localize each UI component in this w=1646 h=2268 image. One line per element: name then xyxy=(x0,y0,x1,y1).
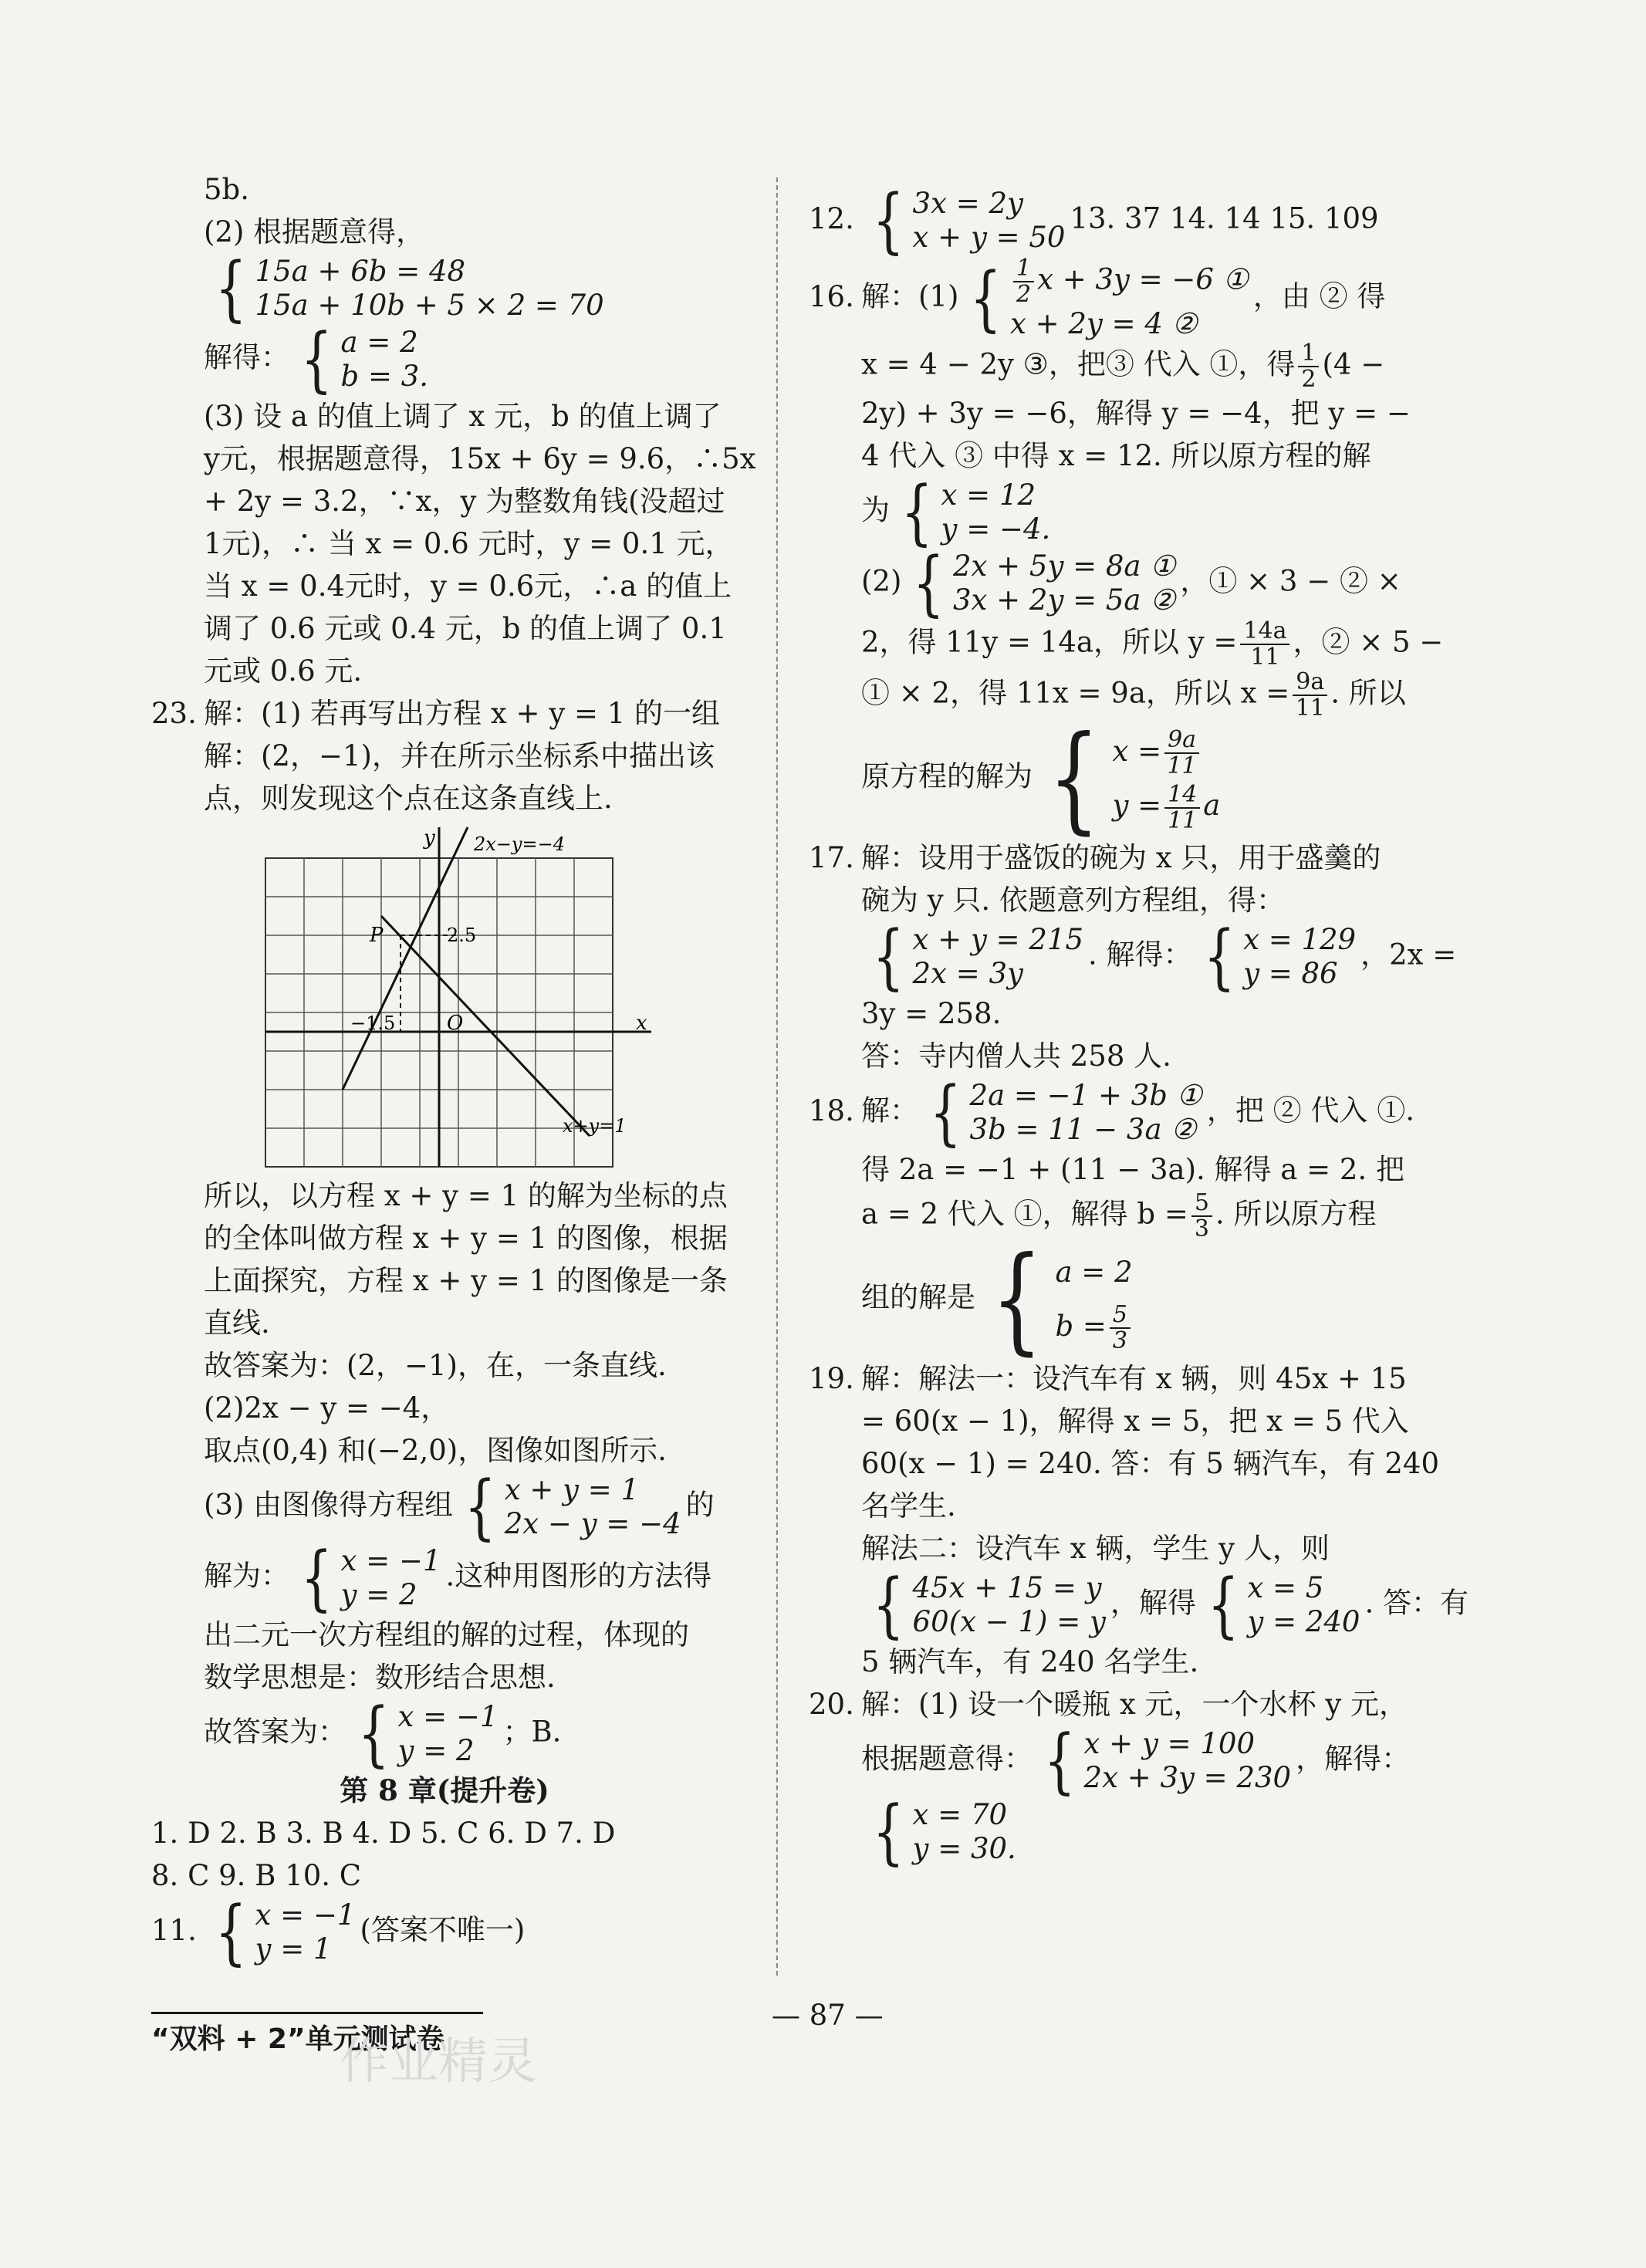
text-line: 名学生. xyxy=(861,1489,956,1523)
text: 解：(1) xyxy=(861,279,959,313)
fraction: $\frac{14}{11}$ xyxy=(1164,782,1200,833)
text-line xyxy=(809,837,1449,879)
equation-system: { 15a + 6b = 48 15a + 10b + 5 × 2 = 70 xyxy=(215,247,604,330)
text-line: 解为： { x = −1 y = 2 .这种用图形的方法得 xyxy=(204,1536,712,1619)
text-line: 故答案为：(2，−1)，在，一条直线. xyxy=(204,1349,667,1382)
text-line: 上面探究，方程 x + y = 1 的图像是一条 xyxy=(204,1264,728,1297)
fraction: $\frac{1}{2}$ xyxy=(1298,341,1319,392)
fraction: $\frac{5}{3}$ xyxy=(1110,1303,1131,1354)
text-line: 数学思想是：数形结合思想. xyxy=(204,1661,556,1694)
question-number: 19. xyxy=(809,1362,854,1395)
text-line: 直线. xyxy=(204,1306,270,1340)
text: . 答：有 xyxy=(1364,1586,1469,1620)
text: 解得： xyxy=(204,340,289,374)
text: (3) 由图像得方程组 xyxy=(204,1488,454,1522)
text-line: 60(x − 1) = 240. 答：有 5 辆汽车，有 240 xyxy=(861,1447,1439,1480)
fraction: $\frac{14a}{11}$ xyxy=(1240,619,1289,670)
text: . 所以 xyxy=(1330,676,1406,710)
answer-line: 8. C 9. B 10. C xyxy=(151,1859,362,1892)
answer-line: 11. { x = −1 y = 1 (答案不唯一) xyxy=(151,1891,526,1973)
equation: a = 2 xyxy=(1055,1255,1133,1289)
text: 解：设用于盛饭的碗为 x 只，用于盛羹的 xyxy=(861,841,1381,874)
equation: y = −4. xyxy=(941,512,1051,546)
text: 解为： xyxy=(204,1559,289,1593)
equation: 2x − y = −4 xyxy=(504,1507,681,1540)
label-p: P xyxy=(370,924,384,947)
text: (4 − xyxy=(1322,347,1385,381)
text-line: 点，则发现这个点在这条直线上. xyxy=(204,782,613,815)
equation: x = $\frac{9a}{11}$ xyxy=(1112,725,1220,779)
text-line: 当 x = 0.4元时，y = 0.6元，∴a 的值上 xyxy=(204,570,732,603)
label-neg-1-5: −1.5 xyxy=(350,1012,396,1034)
equation: x + y = 50 xyxy=(912,221,1066,254)
question-number: 18. xyxy=(809,1093,854,1127)
equation: 2a = −1 + 3b ① xyxy=(969,1079,1202,1112)
text-line: + 2y = 3.2，∵x，y 为整数角钱(没超过 xyxy=(204,485,725,518)
text-line: (3) 由图像得方程组 { x + y = 1 2x − y = −4 的 xyxy=(204,1465,715,1548)
question-number: 16. xyxy=(809,279,854,313)
equation: x = −1 xyxy=(255,1898,356,1932)
answer-line: 12. { 3x = 2y x + y = 50 13. 37 14. 14 15. 109 xyxy=(809,179,1379,262)
text-line: 元或 0.6 元. xyxy=(204,654,363,688)
text: a = 2 代入 ①，解得 b = xyxy=(861,1197,1188,1231)
equation: b = $\frac{5}{3}$ xyxy=(1055,1300,1134,1354)
text-line: 碗为 y 只. 依题意列方程组，得： xyxy=(861,884,1285,917)
equation: 45x + 15 = y xyxy=(912,1571,1102,1604)
text: 根据题意得： xyxy=(861,1742,1033,1776)
right-column xyxy=(809,179,1469,1873)
text-line: { x + y = 215 2x = 3y . 解得： { x = 129 y = 86 ，2x = xyxy=(872,915,1457,998)
label-x: x xyxy=(636,1012,647,1035)
equation: x = −1 xyxy=(397,1700,499,1733)
question-number: 23. xyxy=(151,697,197,730)
equation: x + 2y = 4 ② xyxy=(1009,307,1198,340)
text: 2，得 11y = 14a，所以 y = xyxy=(861,625,1238,659)
text-line: (2) { 2x + 5y = 8a ① 3x + 2y = 5a ② ，① × 3 − ② × xyxy=(861,542,1401,624)
text: . 解得： xyxy=(1088,938,1192,972)
fraction: $\frac{1}{2}$ xyxy=(1013,256,1034,307)
text-line: 根据题意得： { x + y = 100 2x + 3y = 230 ，解得： xyxy=(861,1719,1411,1802)
text: 为 xyxy=(861,493,890,527)
text: ① × 2，得 11x = 9a，所以 x = xyxy=(861,676,1290,710)
label-line2: x+y=1 xyxy=(563,1115,627,1137)
left-column xyxy=(151,168,769,1973)
text-line: 5b. xyxy=(204,173,249,206)
text-line: = 60(x − 1)，解得 x = 5，把 x = 5 代入 xyxy=(861,1404,1409,1438)
text-line xyxy=(809,619,1449,670)
question-number: 11. xyxy=(151,1913,197,1947)
fraction: $\frac{9a}{11}$ xyxy=(1293,670,1327,721)
text: ，把 ② 代入 ①. xyxy=(1206,1093,1414,1127)
line-x-y-1 xyxy=(381,916,590,1136)
label-y: y xyxy=(424,826,435,850)
text: 解：(1) 设一个暖瓶 x 元，一个水杯 y 元， xyxy=(861,1688,1408,1721)
text-line: (3) 设 a 的值上调了 x 元，b 的值上调了 xyxy=(204,400,722,433)
text-line: 出二元一次方程组的解的过程，体现的 xyxy=(204,1618,689,1651)
text-line: 18. 解： { 2a = −1 + 3b ① 3b = 11 − 3a ② ，把 ② 代入 ①. xyxy=(809,1071,1414,1154)
text-line xyxy=(151,692,769,735)
text: . 所以原方程 xyxy=(1215,1197,1377,1231)
footer-rule xyxy=(151,2012,483,2014)
equation: y = 2 xyxy=(397,1734,475,1767)
answer-line: 16. 解：(1) { $\frac{1}{2}$ x + 3y = −6 ① x + 2y = 4 ② ，由 ② 得 xyxy=(809,255,1386,340)
text: 组的解是 xyxy=(861,1280,975,1314)
line-2x-y-neg4 xyxy=(343,827,468,1090)
equation: 2x + 5y = 8a ① xyxy=(952,549,1176,583)
label-2-5: 2.5 xyxy=(447,924,477,946)
equation: y = 1 xyxy=(255,1932,332,1965)
equation: 15a + 10b + 5 × 2 = 70 xyxy=(255,289,604,322)
text: 解： xyxy=(861,1093,918,1127)
equation: 3x = 2y xyxy=(912,187,1023,220)
equation: y = 240 xyxy=(1247,1605,1360,1638)
text-line: 原方程的解为 { x = $\frac{9a}{11}$ y = $\frac{14}{11}$ a xyxy=(861,711,1221,846)
text-line: 1元)，∴ 当 x = 0.6 元时，y = 0.1 元， xyxy=(204,527,734,560)
fraction: $\frac{9a}{11}$ xyxy=(1164,728,1199,779)
text-line: { x = 70 y = 30. xyxy=(872,1790,1016,1873)
equation: y = 86 xyxy=(1243,957,1338,990)
text-line xyxy=(809,1357,1449,1400)
equation: 3b = 11 − 3a ② xyxy=(969,1113,1197,1146)
text-line: 解得： { a = 2 b = 3. xyxy=(204,318,429,401)
text: x = 4 − 2y ③，把③ 代入 ①，得 xyxy=(861,347,1296,381)
equation: 2x = 3y xyxy=(912,957,1023,990)
text-line: 3y = 258. xyxy=(861,997,1002,1030)
equation: 3x + 2y = 5a ② xyxy=(952,583,1176,617)
chapter-heading: 第 8 章(提升卷) xyxy=(340,1773,549,1807)
text-line: { 45x + 15 = y 60(x − 1) = y ，解得 { x = 5 y = 240 . 答：有 xyxy=(872,1563,1469,1646)
label-o: O xyxy=(447,1012,464,1035)
column-divider xyxy=(776,177,778,1976)
fraction: $\frac{5}{3}$ xyxy=(1191,1191,1212,1242)
text: .这种用图形的方法得 xyxy=(445,1559,712,1593)
equation: x = −1 xyxy=(340,1544,441,1577)
text: 解：(1) 若再写出方程 x + y = 1 的一组 xyxy=(204,697,721,730)
equation: a = 2 xyxy=(340,326,418,359)
answer-line: 1. D 2. B 3. B 4. D 5. C 6. D 7. D xyxy=(151,1817,616,1850)
text-line: (2)2x − y = −4， xyxy=(204,1391,450,1425)
text-line xyxy=(809,1683,1449,1726)
text: 解：解法一：设汽车有 x 辆，则 45x + 15 xyxy=(861,1362,1407,1395)
page-number: — 87 — xyxy=(772,1999,884,2032)
equation: y = $\frac{14}{11}$ a xyxy=(1112,780,1221,834)
equation: x + y = 1 xyxy=(504,1473,640,1506)
text-line: 故答案为： { x = −1 y = 2 ；B. xyxy=(204,1692,562,1775)
text-line xyxy=(809,1191,1449,1242)
text-line: (2) 根据题意得， xyxy=(204,215,425,248)
equation: x = 70 xyxy=(912,1798,1008,1831)
text: ，解得 xyxy=(1110,1586,1196,1620)
text-line xyxy=(809,670,1449,721)
equation: x = 12 xyxy=(941,478,1036,512)
text: ，② × 5 − xyxy=(1293,625,1444,659)
equation: y = 30. xyxy=(912,1832,1016,1865)
text: 的 xyxy=(685,1488,715,1522)
text: ，由 ② 得 xyxy=(1252,279,1386,313)
equation: x = 5 xyxy=(1247,1571,1324,1604)
text: 故答案为： xyxy=(204,1715,346,1749)
text: (答案不唯一) xyxy=(360,1913,526,1947)
equation: 2x + 3y = 230 xyxy=(1083,1761,1292,1794)
text: 原方程的解为 xyxy=(861,759,1033,793)
text: ，① × 3 − ② × xyxy=(1180,564,1401,598)
equation: y = 2 xyxy=(340,1578,417,1611)
text-line xyxy=(809,341,1449,392)
text-line: 2y) + 3y = −6，解得 y = −4，把 y = − xyxy=(861,397,1411,430)
text-line: 调了 0.6 元或 0.4 元，b 的值上调了 0.1 xyxy=(204,612,727,645)
text-line: 的全体叫做方程 x + y = 1 的图像，根据 xyxy=(204,1222,728,1255)
text-line: 为 { x = 12 y = −4. xyxy=(861,471,1051,553)
text-line: 所以，以方程 x + y = 1 的解为坐标的点 xyxy=(204,1179,728,1212)
text-line: 取点(0,4) 和(−2,0)，图像如图所示. xyxy=(204,1434,667,1467)
text-line: 得 2a = −1 + (11 − 3a). 解得 a = 2. 把 xyxy=(861,1153,1404,1186)
text: ，解得： xyxy=(1296,1742,1411,1776)
text: ，2x = xyxy=(1360,938,1457,972)
text-line: y元，根据题意得，15x + 6y = 9.6，∴5x xyxy=(204,442,756,475)
text-line: 解法二：设汽车 x 辆，学生 y 人，则 xyxy=(861,1532,1330,1565)
question-number: 17. xyxy=(809,841,854,874)
text-line: 答：寺内僧人共 258 人. xyxy=(861,1039,1171,1073)
text: ；B. xyxy=(502,1715,562,1749)
equation: $\frac{1}{2}$ x + 3y = −6 ① xyxy=(1010,256,1249,307)
question-number: 12. xyxy=(809,201,854,235)
text: 13. 37 14. 14 15. 109 xyxy=(1070,201,1379,235)
text-line: 组的解是 { a = 2 b = $\frac{5}{3}$ xyxy=(861,1232,1133,1367)
coordinate-graph xyxy=(265,826,647,1167)
equation: x + y = 215 xyxy=(912,923,1083,956)
equation: 60(x − 1) = y xyxy=(912,1605,1106,1638)
equation: x + y = 100 xyxy=(1083,1727,1255,1760)
text-line: 解：(2，−1)，并在所示坐标系中描出该 xyxy=(204,739,715,772)
equation: 15a + 6b = 48 xyxy=(255,255,466,288)
watermark: 作业精灵 xyxy=(340,2033,537,2091)
equation: b = 3. xyxy=(340,360,429,393)
text-line: 5 辆汽车，有 240 名学生. xyxy=(861,1645,1199,1678)
text: (2) xyxy=(861,564,902,598)
footer-title: “双料 + 2”单元测试卷 xyxy=(151,2023,444,2055)
text-line: 4 代入 ③ 中得 x = 12. 所以原方程的解 xyxy=(861,439,1371,472)
label-line1: 2x−y=−4 xyxy=(474,833,565,855)
equation: x = 129 xyxy=(1243,923,1357,956)
question-number: 20. xyxy=(809,1688,854,1721)
